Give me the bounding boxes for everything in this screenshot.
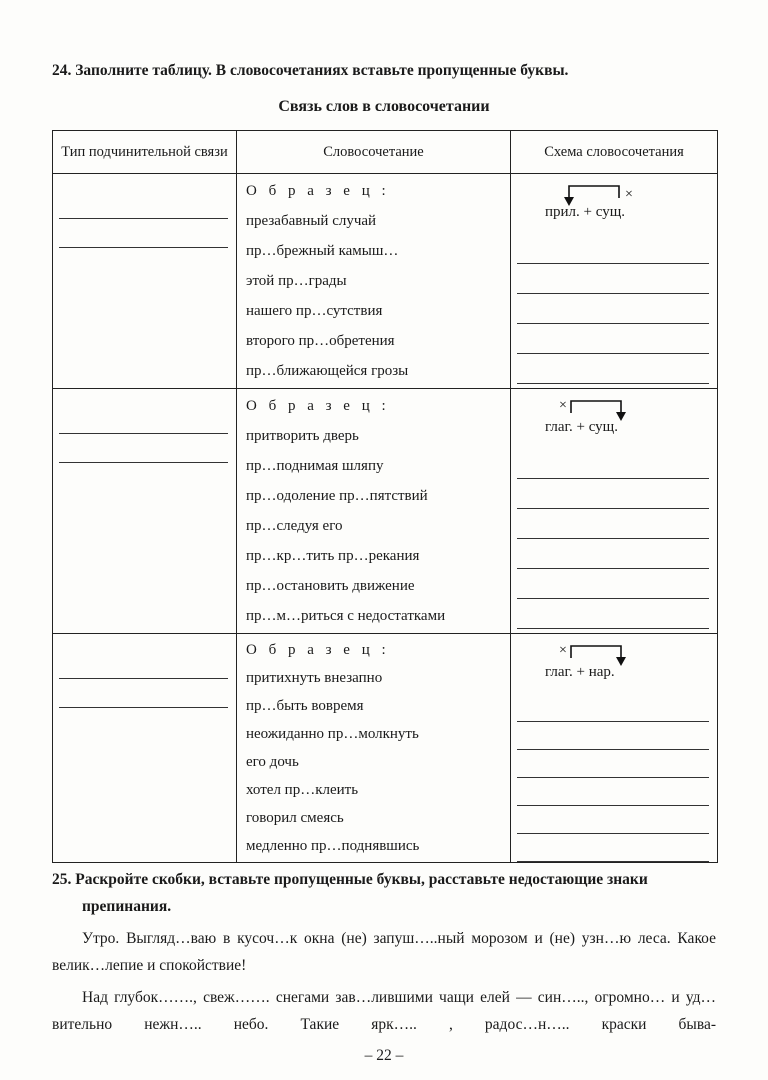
header-phrase: Словосочетание — [237, 131, 511, 173]
answer-line[interactable] — [517, 539, 709, 569]
answer-line[interactable] — [517, 599, 709, 629]
svg-text:×: × — [559, 398, 567, 413]
schema-label: прил. + сущ. — [545, 204, 626, 220]
phrase-cell — [237, 174, 511, 388]
phrase-item: пр…брежный камыш… — [246, 243, 399, 259]
table-section — [53, 174, 717, 389]
svg-text:×: × — [625, 187, 633, 202]
task-25 — [52, 866, 716, 1038]
task-25-title: 25. Раскройте скобки, вставьте пропущенные буквы, расставьте недостающие знаки препинания. — [52, 871, 648, 915]
phrase-item: презабавный случай — [246, 213, 377, 229]
answer-line[interactable] — [517, 354, 709, 384]
table-section — [53, 634, 717, 862]
link-type-cell — [53, 174, 237, 388]
phrase-item: пр…остановить движение — [246, 578, 415, 594]
schema-cell — [511, 634, 717, 862]
sample-label: О б р а з е ц : — [246, 642, 390, 658]
phrase-item: медленно пр…поднявшись — [246, 838, 420, 854]
svg-text:×: × — [559, 643, 567, 658]
phrase-cell — [237, 389, 511, 633]
phrase-item: пр…поднимая шляпу — [246, 458, 384, 474]
answer-line[interactable] — [517, 294, 709, 324]
phrase-item: пр…кр…тить пр…рекания — [246, 548, 420, 564]
header-schema: Схема словосочетания — [544, 144, 684, 160]
phrase-item: второго пр…обретения — [246, 333, 395, 349]
phrase-item: хотел пр…клеить — [246, 782, 359, 798]
answer-line[interactable] — [517, 694, 709, 722]
answer-line[interactable] — [517, 234, 709, 264]
phrase-item: говорил смеясь — [246, 810, 344, 826]
answer-line[interactable] — [59, 389, 228, 434]
table-section — [53, 389, 717, 634]
answer-line[interactable] — [517, 324, 709, 354]
schema-sample — [517, 393, 709, 449]
sample-label: О б р а з е ц : — [246, 398, 390, 414]
answer-line[interactable] — [59, 634, 228, 679]
phrase-item: притихнуть внезапно — [246, 670, 383, 686]
answer-line[interactable] — [517, 750, 709, 778]
phrase-item: пр…следуя его — [246, 518, 343, 534]
schema-sample — [517, 178, 709, 234]
answer-line[interactable] — [59, 174, 228, 219]
answer-line[interactable] — [59, 434, 228, 463]
schema-label: глаг. + сущ. — [545, 419, 618, 435]
answer-line[interactable] — [517, 569, 709, 599]
syntax-table — [52, 130, 718, 863]
schema-cell — [511, 174, 717, 388]
answer-line[interactable] — [517, 806, 709, 834]
paragraph: Над глубок……., свеж……. снегами зав…лившими чащи елей — син….., огромно… и уд…вительно нежн….. небо. Такие ярк….. , радос…н….. краски быва- — [52, 989, 716, 1033]
sample-label: О б р а з е ц : — [246, 183, 390, 199]
link-type-cell — [53, 634, 237, 862]
phrase-item: нашего пр…сутствия — [246, 303, 383, 319]
answer-line[interactable] — [517, 722, 709, 750]
phrase-item: притворить дверь — [246, 428, 359, 444]
phrase-item: неожиданно пр…молкнуть — [246, 726, 419, 742]
table-body — [53, 174, 717, 862]
page-number: – 22 – — [364, 1047, 404, 1064]
table-header — [53, 131, 717, 174]
phrase-item: этой пр…грады — [246, 273, 347, 289]
phrase-item: пр…быть вовремя — [246, 698, 364, 714]
answer-line[interactable] — [59, 679, 228, 708]
task-24-title: 24. Заполните таблицу. В словосочетаниях вставьте пропущенные буквы. — [52, 62, 569, 79]
answer-line[interactable] — [517, 479, 709, 509]
answer-line[interactable] — [517, 834, 709, 862]
link-type-cell — [53, 389, 237, 633]
answer-line[interactable] — [59, 219, 228, 248]
table-title: Связь слов в словосочетании — [278, 98, 490, 115]
phrase-item: пр…ближающейся грозы — [246, 363, 409, 379]
answer-line[interactable] — [517, 264, 709, 294]
schema-label: глаг. + нар. — [545, 664, 615, 680]
phrase-item: пр…одоление пр…пятствий — [246, 488, 428, 504]
answer-line[interactable] — [517, 449, 709, 479]
schema-cell — [511, 389, 717, 633]
header-link-type: Тип подчинительной связи — [53, 131, 237, 173]
answer-line[interactable] — [517, 778, 709, 806]
phrase-item: его дочь — [246, 754, 299, 770]
phrase-cell — [237, 634, 511, 862]
answer-line[interactable] — [517, 509, 709, 539]
phrase-item: пр…м…риться с недостатками — [246, 608, 446, 624]
schema-sample — [517, 638, 709, 694]
paragraph: Утро. Выгляд…ваю в кусоч…к окна (не) запуш…..ный морозом и (не) узн…ю леса. Какое велик…лепие и спокойствие! — [52, 930, 716, 974]
